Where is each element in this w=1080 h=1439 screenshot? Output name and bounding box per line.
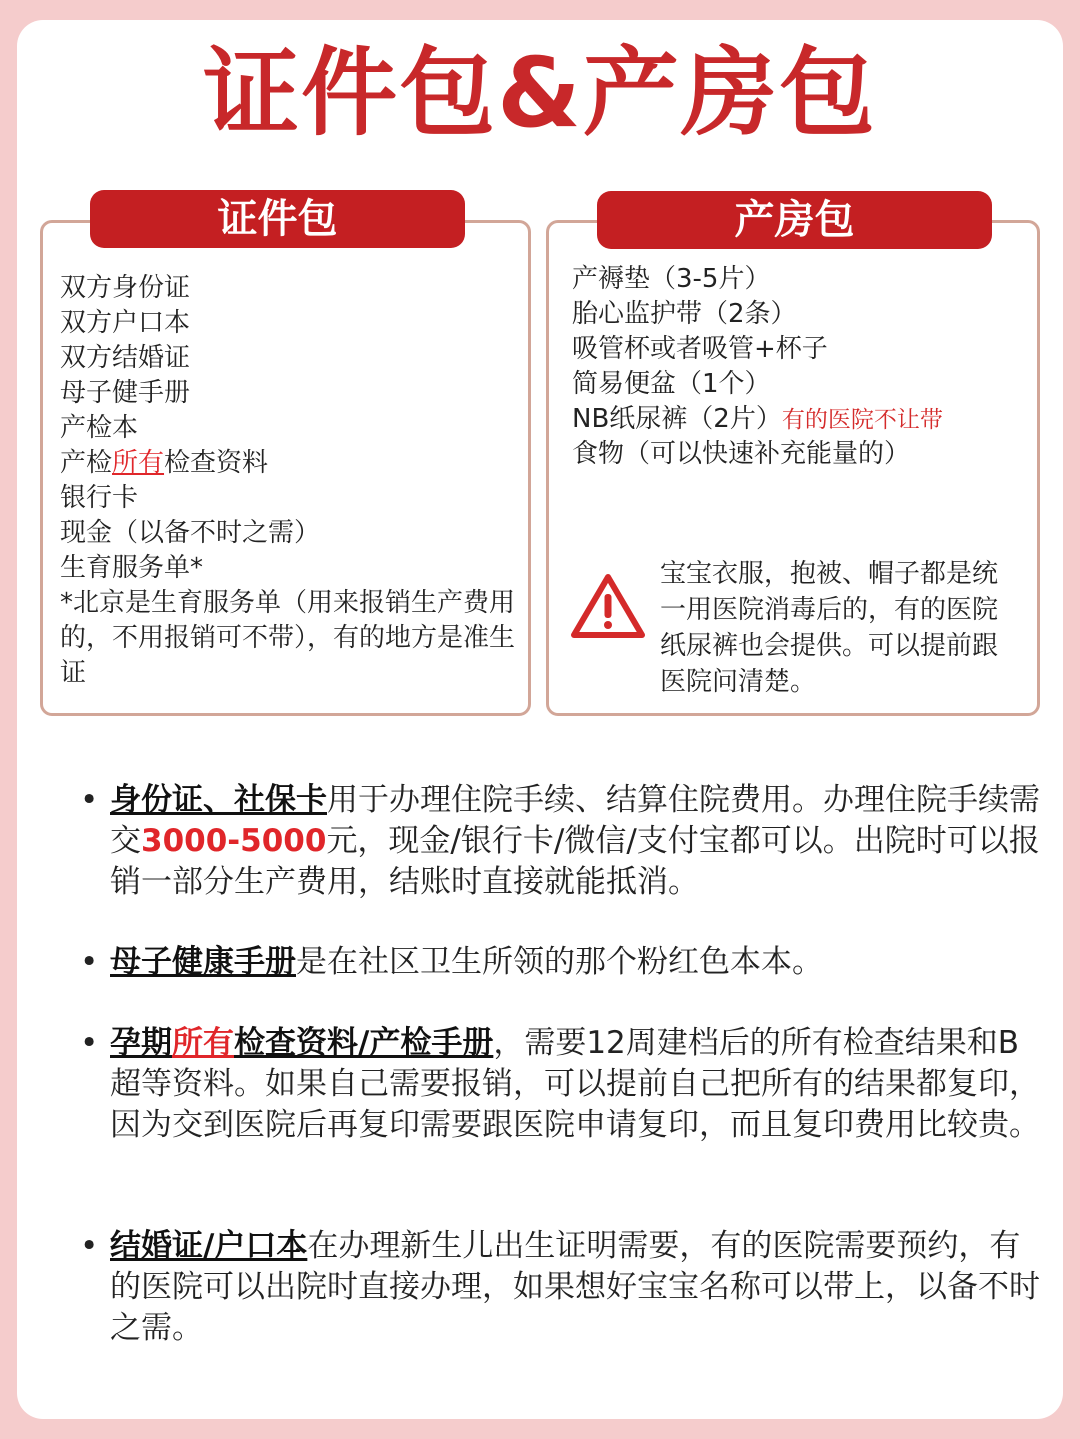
bullet: •: [80, 782, 99, 818]
note-text: 元，现金/银行卡/微信/支付宝都可以。出院时可以报销一部分生产费用，结账时直接就能抵消。: [110, 823, 1040, 900]
list-item: 胎心监护带（2条）: [572, 299, 797, 329]
note-text: 是在社区卫生所领的那个粉红色本本。: [296, 944, 823, 980]
delivery-room-list: [572, 262, 1032, 472]
list-item: 生育服务单*: [60, 553, 204, 583]
note-highlight: 身份证、社保卡: [110, 782, 327, 818]
note-item: [80, 1023, 1040, 1146]
note-highlight: 结婚证/户口本: [110, 1228, 308, 1264]
note-item: [80, 1226, 1040, 1349]
list-item: [572, 402, 1032, 437]
highlight-text: 所有: [112, 448, 165, 478]
bullet: •: [80, 1228, 99, 1264]
note-highlight: 孕期: [110, 1025, 172, 1061]
list-item: 双方结婚证: [60, 343, 191, 373]
note-highlight-red: 所有: [172, 1025, 234, 1061]
item-text: 检查资料: [164, 448, 269, 478]
documents-list: [60, 271, 520, 691]
item-text: NB纸尿裤（2片）: [572, 404, 782, 434]
list-item: 产检本: [60, 413, 139, 443]
note-text: 用于办理住院手续、结算住院费用。办理住院手续需交: [110, 782, 1040, 859]
warning-triangle-icon: [570, 572, 646, 640]
warning-text: 宝宝衣服，抱被、帽子都是统一用医院消毒后的，有的医院纸尿裤也会提供。可以提前跟医院问清楚。: [660, 559, 999, 697]
note-highlight: 检查资料/产检手册: [234, 1025, 494, 1061]
item-text: 产检: [60, 448, 113, 478]
note-highlight: 母子健康手册: [110, 944, 296, 980]
list-item: [60, 446, 520, 481]
note-item: [80, 780, 1040, 903]
bullet: •: [80, 1025, 99, 1061]
note-text: ，需要12周建档后的所有检查结果和B超等资料。如果自己需要报销，可以提前自己把所有的结果都复印，因为交到医院后再复印需要跟医院申请复印，而且复印费用比较贵。: [110, 1025, 1040, 1143]
list-item: 简易便盆（1个）: [572, 369, 771, 399]
list-item: 双方户口本: [60, 308, 191, 338]
list-item: 母子健手册: [60, 378, 191, 408]
delivery-room-tab: 产房包: [597, 191, 992, 249]
list-item: 现金（以备不时之需）: [60, 518, 321, 548]
list-item: 双方身份证: [60, 273, 191, 303]
item-note: 有的医院不让带: [781, 407, 943, 433]
deposit-amount: 3000-5000: [141, 823, 327, 859]
bullet: •: [80, 944, 99, 980]
list-item-footnote: *北京是生育服务单（用来报销生产费用的，不用报销可不带），有的地方是准生证: [60, 588, 516, 688]
list-item: 产褥垫（3-5片）: [572, 264, 771, 294]
list-item: 食物（可以快速补充能量的）: [572, 439, 911, 469]
page-title: 证件包&产房包: [203, 37, 877, 149]
documents-tab: 证件包: [90, 190, 465, 248]
note-text: 在办理新生儿出生证明需要，有的医院需要预约，有的医院可以出院时直接办理，如果想好宝宝名称可以带上，以备不时之需。: [110, 1228, 1040, 1346]
note-item: [80, 942, 1040, 983]
list-item: 吸管杯或者吸管+杯子: [572, 334, 828, 364]
list-item: 银行卡: [60, 483, 139, 513]
